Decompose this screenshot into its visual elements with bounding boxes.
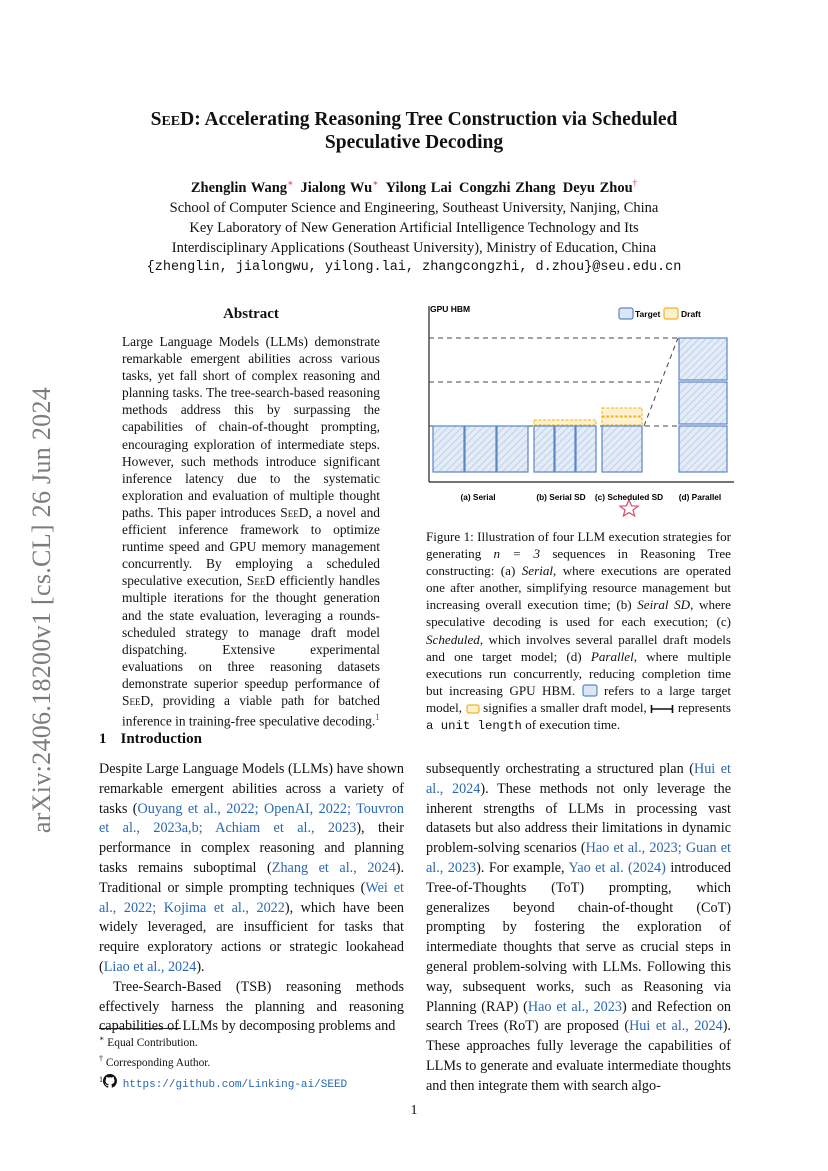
section-number: 1: [99, 731, 107, 747]
citation-link[interactable]: Hao et al., 2023: [527, 998, 622, 1015]
affiliation-1: School of Computer Science and Engineering, Southeast University, Nanjing, China: [169, 199, 659, 216]
caption-text-3: , where speculative decoding is used for each execution; (c): [426, 597, 731, 630]
label-serial-sd: (b) Serial SD: [536, 492, 586, 502]
caption-text-6: refers to a large target model,: [426, 682, 731, 715]
abstract-seed-3: SeeD: [122, 692, 151, 708]
target-model-icon: [582, 684, 598, 697]
affiliation-2: Key Laboratory of New Generation Artificial Intelligence Technology and Its: [189, 219, 639, 236]
intro-text-c: ). Traditional or simple prompting techniques (: [99, 859, 404, 896]
abstract-text-1: Large Language Models (LLMs) demonstrate remarkable emergent abilities across various tasks, yet fall short of complex reasoning and planning tasks. The tree-search-based reasoning methods address this by surpassing the capabilities of chain-of-thought prompting, encouraging exploration of intermediate steps. However, such methods introduce significant inference latency due to the systematic exploration and evaluation of multiple thought paths. This paper introduces: [122, 334, 380, 520]
caption-serial: Serial: [521, 563, 554, 579]
author-emails: {zhenglin, jialongwu, yilong.lai, zhangcongzhi, d.zhou}@seu.edu.cn: [146, 259, 682, 275]
label-serial: (a) Serial: [460, 492, 496, 502]
abstract-heading: Abstract: [223, 306, 279, 322]
footnote-equal: [99, 1031, 347, 1051]
caption-parallel: Parallel: [590, 648, 634, 664]
abstract-text-4: , providing a viable path for batched inference in training-free speculative decoding.: [122, 692, 380, 729]
caption-text-2: , where executions are operated one after another, simplifying resource management but increasing overall execution time; (b): [426, 563, 731, 613]
abstract-body: [122, 333, 380, 730]
star-icon: [620, 500, 638, 516]
intro-text-b: ), their performance in complex reasoning and planning tasks remains suboptimal (: [99, 820, 404, 876]
footnote-text: Equal Contribution.: [107, 1036, 198, 1049]
citation-link[interactable]: Hui et al., 2024: [426, 761, 731, 797]
caption-lead: Figure 1: Illustration of four LLM execution strategies for generating: [426, 529, 731, 562]
affiliation-3: Interdisciplinary Applications (Southeast University), Ministry of Education, China: [171, 239, 657, 256]
title-line-1: [151, 109, 678, 130]
caption-text-7: signifies a smaller draft model,: [479, 699, 647, 715]
author-mark[interactable]: ∗: [287, 178, 294, 188]
section-heading-introduction: [99, 731, 202, 748]
bars-serial-sd: [534, 420, 596, 472]
title-seed: SeeD: [150, 109, 195, 130]
unit-length-icon: [650, 704, 674, 714]
citation-link[interactable]: Wei et al., 2022; Kojima et al., 2022: [99, 879, 404, 916]
x-axis-labels: [460, 492, 721, 502]
intro-column-right: [426, 760, 731, 1097]
section-title: Introduction: [120, 731, 202, 747]
label-scheduled-sd: (c) Scheduled SD: [594, 492, 664, 502]
caption-text-1: sequences in Reasoning Tree constructing: (a): [426, 546, 731, 579]
abstract-seed-2: SeeD: [246, 573, 276, 589]
citation-link[interactable]: Yao et al. (2024): [568, 859, 666, 876]
author-names: [0, 173, 828, 198]
footnote-mark: †: [99, 1054, 103, 1064]
label-parallel: (d) Parallel: [678, 492, 722, 502]
caption-text-9: of execution time.: [521, 717, 621, 733]
page-number: 1: [410, 1103, 418, 1118]
bars-serial: [433, 426, 528, 472]
caption-text-4: , which involves several parallel draft models and one target model; (d): [426, 631, 731, 664]
citation-link[interactable]: Liao et al., 2024: [103, 958, 197, 975]
caption-text-5: , where multiple executions run concurrently, reducing completion time but increasing GPU HBM.: [426, 648, 731, 698]
author-name: Deyu Zhou: [562, 179, 633, 196]
arxiv-watermark: arXiv:2406.18200v1 [cs.CL] 26 Jun 2024: [27, 386, 56, 834]
author-mark[interactable]: ∗: [372, 178, 379, 188]
title-rest: : Accelerating Reasoning Tree Construction via Scheduled: [194, 109, 678, 130]
legend-target-swatch: [619, 308, 633, 319]
citation-link[interactable]: Zhang et al., 2024: [271, 859, 396, 876]
abstract-seed-1: SeeD: [280, 504, 309, 520]
footnote-mark: 1: [99, 1074, 103, 1084]
legend-draft-label: Draft: [681, 309, 701, 319]
footnote-corresponding: [99, 1051, 347, 1071]
citation-link[interactable]: Hao et al., 2023; Guan et al., 2023: [426, 840, 731, 876]
caption-mono: a unit length: [426, 719, 522, 734]
intro-text-g: ). These methods not only leverage the inherent strengths of LLMs in processing vast datasets but also address their limitations in dynamic problem-solving scenarios (: [426, 780, 731, 857]
footnote-ref-1[interactable]: 1: [375, 712, 380, 723]
github-link[interactable]: https://github.com/Linking-ai/SEED: [122, 1078, 348, 1091]
title-line-2: Speculative Decoding: [324, 132, 504, 153]
author-name: Yilong Lai: [385, 179, 452, 196]
caption-math: n = 3: [493, 546, 541, 562]
paper-title: [0, 108, 828, 154]
author-block: [0, 173, 828, 278]
intro-text-e: ).: [196, 958, 205, 975]
caption-text-8: represents: [674, 699, 731, 715]
abstract-text-2: , a novel and efficient inference framework to optimize runtime speed and GPU memory management concurrently. By employing a scheduled speculative execution,: [122, 504, 380, 589]
caption-scheduled: Scheduled: [426, 631, 480, 647]
footnote-github: [99, 1072, 347, 1093]
legend-target-label: Target: [635, 309, 661, 319]
author-name: Zhenglin Wang: [190, 179, 288, 196]
intro-text-a: Despite Large Language Models (LLMs) have shown remarkable emergent abilities across a variety of tasks (: [99, 761, 404, 817]
intro-text-k: ). These approaches fully leverage the capabilities of LLMs to generate and evaluate intermediate thoughts and then integrate them with search algo-: [426, 1018, 731, 1094]
footnote-mark: ∗: [99, 1034, 105, 1043]
intro-text-d: ), which have been widely leveraged, are insufficient for tasks that require exploratory actions or strategic lookahead (: [99, 899, 404, 975]
figure-legend: [619, 308, 701, 319]
intro-paragraph-2: Tree-Search-Based (TSB) reasoning methods effectively harness the planning and reasoning capabilities of LLMs by decomposing problems and: [99, 978, 404, 1035]
intro-text-i: introduced Tree-of-Thoughts (ToT) prompting, which generalizes beyond chain-of-thought (CoT) prompting by fostering the exploration of intermediate thoughts that serve as crucial steps in general problem-solving with LLMs. Following this way, subsequent works, such as Reasoning via Planning (RAP) (: [426, 859, 731, 1015]
figure-ylabel: GPU HBM: [430, 304, 471, 314]
intro-text-j: ) and Refection on search Trees (RoT) are proposed (: [426, 998, 732, 1035]
footnote-rule: [99, 1028, 181, 1029]
caption-seiral-sd: Seiral SD: [637, 597, 691, 613]
author-name: Congzhi Zhang: [459, 179, 556, 196]
author-name: Jialong Wu: [300, 179, 373, 196]
bars-parallel: [679, 338, 727, 472]
citation-link[interactable]: Ouyang et al., 2022; OpenAI, 2022; Touvron et al., 2023a,b; Achiam et al., 2023: [99, 800, 404, 837]
abstract-text-3: efficiently handles multiple iterations for the thought generation and the state evaluation, leveraging a rounds-scheduled strategy to manage draft model dispatching. Extensive experimental evaluations on three reasoning datasets demonstrate superior speedup performance of: [122, 573, 380, 691]
author-mark[interactable]: †: [632, 178, 638, 188]
footnotes: [99, 1031, 347, 1093]
draft-model-icon: [466, 703, 480, 714]
intro-column-left: [99, 760, 404, 1037]
figure-1-caption: [426, 528, 731, 735]
citation-link[interactable]: Hui et al., 2024: [629, 1018, 723, 1035]
legend-draft-swatch: [664, 308, 678, 319]
github-icon: [103, 1074, 117, 1088]
intro-text-f: subsequently orchestrating a structured plan (: [426, 761, 694, 777]
intro-text-h: ). For example,: [476, 859, 569, 876]
footnote-text: Corresponding Author.: [105, 1057, 211, 1070]
figure-1: [426, 300, 734, 518]
